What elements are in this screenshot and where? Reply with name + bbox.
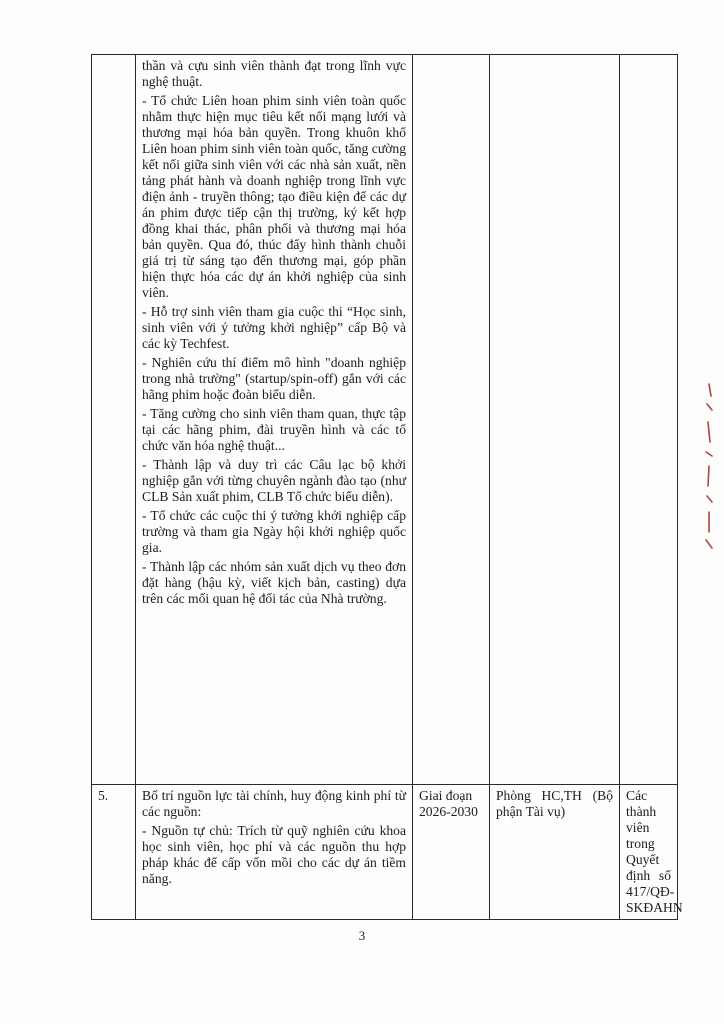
unit-cell — [490, 55, 620, 785]
members-cell: Các thành viên trong Quyết định số 417/QĐ-SKĐAHN — [620, 785, 678, 920]
content-paragraph: - Tổ chức các cuộc thi ý tưởng khởi nghiệp cấp trường và tham gia Ngày hội khởi nghiệp quốc gia. — [142, 508, 406, 555]
unit-cell: Phòng HC,TH (Bộ phận Tài vụ) — [490, 785, 620, 920]
content-paragraph: - Nguồn tự chủ: Trích từ quỹ nghiên cứu khoa học sinh viên, học phí và các nguồn thu hợp pháp khác để cấp vốn mồi cho các dự án tiềm năng. — [142, 823, 406, 886]
content-paragraph: - Thành lập và duy trì các Câu lạc bộ khởi nghiệp gắn với từng chuyên ngành đào tạo (như CLB Sản xuất phim, CLB Tổ chức biểu diễn). — [142, 457, 406, 504]
content-paragraph: - Hỗ trợ sinh viên tham gia cuộc thi “Học sinh, sinh viên với ý tưởng khởi nghiệp” cấp Bộ và các kỳ Techfest. — [142, 304, 406, 351]
content-cell — [136, 785, 413, 920]
content-paragraph: Bố trí nguồn lực tài chính, huy động kinh phí từ các nguồn: — [142, 788, 406, 819]
stt-cell — [92, 55, 136, 785]
content-paragraph: - Tăng cường cho sinh viên tham quan, thực tập tại các hãng phim, đài truyền hình và các tổ chức văn hóa nghệ thuật... — [142, 406, 406, 453]
table-row — [92, 785, 678, 920]
content-paragraph: thần và cựu sinh viên thành đạt trong lĩnh vực nghệ thuật. — [142, 58, 406, 89]
table-row — [92, 55, 678, 785]
content-paragraph: - Tổ chức Liên hoan phim sinh viên toàn quốc nhằm thực hiện mục tiêu kết nối mạng lưới và thương mại hóa bản quyền. Trong khuôn khổ Liên hoan phim sinh viên toàn quốc, tăng cường kết nối giữa sinh viên với các nhà sản xuất, nền tảng phát hành và doanh nghiệp trong lĩnh vực điện ảnh - truyền thông; tạo điều kiện để các dự án phim được tiếp cận thị trường, ký kết hợp đồng khai thác, phân phối và thương mại hóa bản quyền. Qua đó, thúc đẩy hình thành chuỗi giá trị từ sáng tạo đến thương mại, góp phần hiện thực hóa các dự án khởi nghiệp của sinh viên. — [142, 93, 406, 300]
period-cell: Giai đoạn 2026-2030 — [413, 785, 490, 920]
content-paragraph: - Nghiên cứu thí điểm mô hình "doanh nghiệp trong nhà trường" (startup/spin-off) gắn với các hãng phim hoặc đoàn biểu diễn. — [142, 355, 406, 402]
plan-table — [91, 54, 683, 920]
page-number: 3 — [358, 928, 366, 943]
content-cell — [136, 55, 413, 785]
members-cell — [620, 55, 678, 785]
period-cell — [413, 55, 490, 785]
signature-mark-icon — [702, 382, 716, 552]
stt-cell: 5. — [92, 785, 136, 920]
content-paragraph: - Thành lập các nhóm sản xuất dịch vụ theo đơn đặt hàng (hậu kỳ, viết kịch bản, casting) dựa trên các mối quan hệ đối tác của Nhà trường. — [142, 559, 406, 606]
